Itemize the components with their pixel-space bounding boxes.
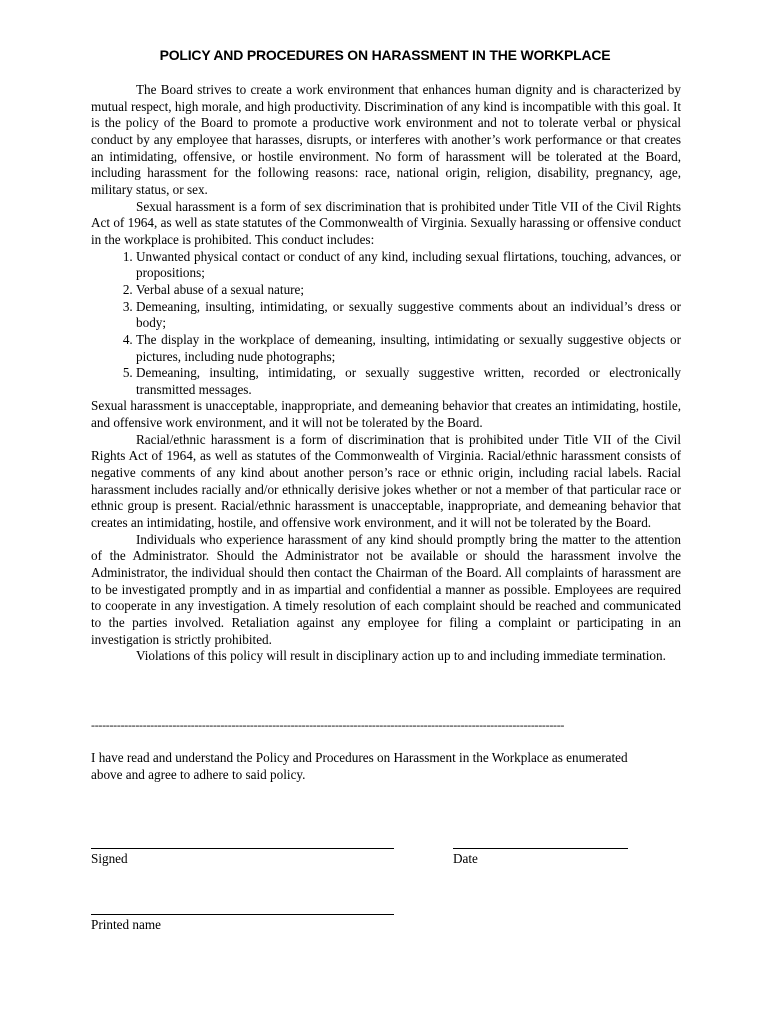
violations-paragraph: Violations of this policy will result in disciplinary action up to and including immediate termination.: [136, 648, 666, 664]
sexual-harassment-conclusion: Sexual harassment is unacceptable, inappropriate, and demeaning behavior that creates an intimidating, hostile, and offensive work environment, and it will not be tolerated by the Board.: [91, 398, 681, 431]
intro-paragraph: The Board strives to create a work environment that enhances human dignity and is characterized by mutual respect, high morale, and high productivity. Discrimination of any kind is incompatible with this goal. It is the policy of the Board to promote a productive work environment and not to tolerate verbal or physical conduct by any employee that harasses, disrupts, or interferes with another’s work performance or that creates an intimidating, offensive, or hostile environment. No form of harassment will be tolerated at the Board, including harassment for the following reasons: race, national origin, religion, disability, pregnancy, age, military status, or sex.: [91, 82, 681, 197]
date-label: Date: [453, 851, 478, 866]
signed-label: Signed: [91, 851, 128, 866]
separator-line: --------------------------------------------------------------------------------------------------------------------------------: [91, 718, 565, 732]
list-item: 5. Demeaning, insulting, intimidating, or sexually suggestive written, recorded or electronically transmitted messages.: [136, 365, 681, 398]
reporting-paragraph: Individuals who experience harassment of any kind should promptly bring the matter to the attention of the Administrator. Should the Administrator not be available or should the harassment involve the Administrator, the individual should then contact the Chairman of the Board. All complaints of harassment are to be investigated promptly and in as impartial and confidential a manner as possible. Employees are required to cooperate in any investigation. A timely resolution of each complaint should be reached and communicated to the parties involved. Retaliation against any employee for filing a complaint or participating in an investigation is strictly prohibited.: [91, 531, 681, 647]
list-item: 3. Demeaning, insulting, intimidating, or sexually suggestive comments about an individual’s dress or body;: [136, 299, 681, 332]
printed-name-label: Printed name: [91, 917, 161, 932]
policy-body: [91, 82, 681, 665]
acknowledgement-statement: I have read and understand the Policy and Procedures on Harassment in the Workplace as enumerated above and agree to adhere to said policy.: [91, 750, 628, 782]
document-title: POLICY AND PROCEDURES ON HARASSMENT IN THE WORKPLACE: [159, 47, 611, 63]
printed-name-line[interactable]: [91, 914, 394, 915]
list-item: 4. The display in the workplace of demeaning, insulting, intimidating or sexually suggestive objects or pictures, including nude photographs;: [136, 332, 681, 365]
list-item: 2. Verbal abuse of a sexual nature;: [136, 282, 681, 299]
date-line[interactable]: [453, 848, 628, 849]
racial-harassment-paragraph: Racial/ethnic harassment is a form of discrimination that is prohibited under Title VII of the Civil Rights Act of 1964, as well as statutes of the Commonwealth of Virginia. Racial/ethnic harassment consists of negative comments of any kind about another person’s race or ethnic origin, including racial labels. Racial harassment includes racially and/or ethnically derisive jokes whether or not a member of that particular race or ethnic group is present. Racial/ethnic harassment is unacceptable, inappropriate, and demeaning behavior that creates an intimidating, hostile, and offensive work environment, and it will not be tolerated by the Board.: [91, 431, 681, 531]
list-item: 1. Unwanted physical contact or conduct of any kind, including sexual flirtations, touching, advances, or propositions;: [136, 249, 681, 282]
signature-line[interactable]: [91, 848, 394, 849]
sexual-harassment-paragraph: Sexual harassment is a form of sex discrimination that is prohibited under Title VII of the Civil Rights Act of 1964, as well as state statutes of the Commonwealth of Virginia. Sexually harassing or offensive conduct in the workplace is prohibited. This conduct includes:: [91, 198, 681, 247]
prohibited-conduct-list: [91, 249, 681, 399]
